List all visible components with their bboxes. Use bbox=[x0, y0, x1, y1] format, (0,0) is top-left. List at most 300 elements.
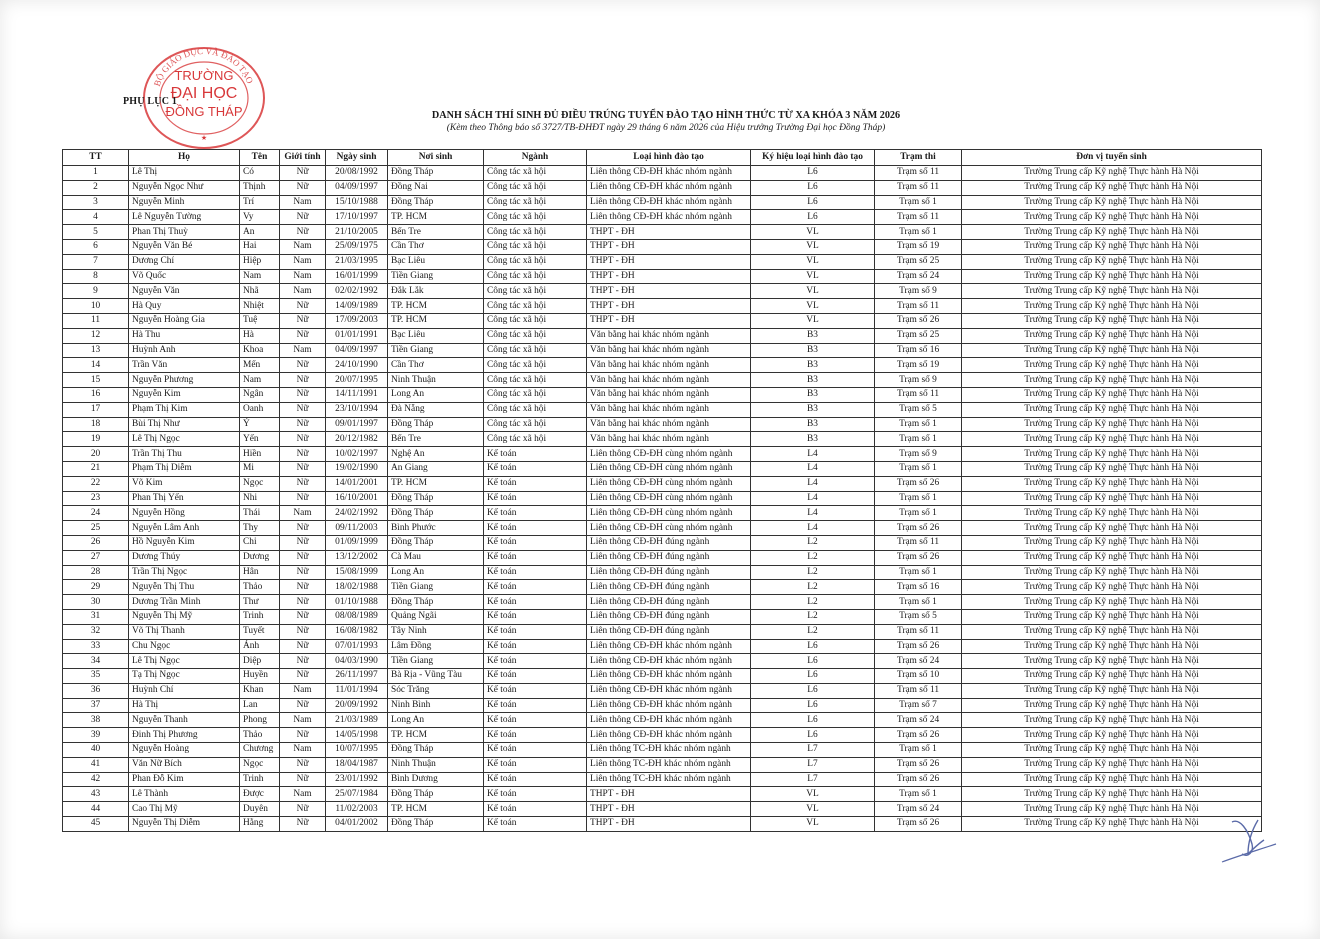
cell-loai-hinh: THPT - ĐH bbox=[587, 284, 751, 299]
cell-ky-hieu: L6 bbox=[751, 654, 875, 669]
cell-ngay-sinh: 10/02/1997 bbox=[326, 447, 388, 462]
cell-gioi-tinh: Nữ bbox=[280, 210, 326, 225]
cell-gioi-tinh: Nữ bbox=[280, 639, 326, 654]
cell-loai-hinh: Liên thông CĐ-ĐH đúng ngành bbox=[587, 580, 751, 595]
cell-gioi-tinh: Nữ bbox=[280, 225, 326, 240]
cell-ky-hieu: L4 bbox=[751, 447, 875, 462]
cell-don-vi: Trường Trung cấp Kỹ nghệ Thực hành Hà Nội bbox=[962, 787, 1262, 802]
table-row bbox=[63, 447, 1262, 462]
cell-gioi-tinh: Nam bbox=[280, 254, 326, 269]
cell-nganh: Công tác xã hội bbox=[484, 373, 587, 388]
stamp-ring-text: BỘ GIÁO DỤC VÀ ĐÀO TẠO bbox=[151, 45, 256, 88]
cell-ky-hieu: L6 bbox=[751, 166, 875, 181]
cell-ngay-sinh: 07/01/1993 bbox=[326, 639, 388, 654]
cell-don-vi: Trường Trung cấp Kỹ nghệ Thực hành Hà Nội bbox=[962, 772, 1262, 787]
cell-gioi-tinh: Nữ bbox=[280, 328, 326, 343]
cell-gioi-tinh: Nam bbox=[280, 269, 326, 284]
cell-noi-sinh: TP. HCM bbox=[388, 476, 484, 491]
cell-ky-hieu: B3 bbox=[751, 417, 875, 432]
cell-don-vi: Trường Trung cấp Kỹ nghệ Thực hành Hà Nội bbox=[962, 284, 1262, 299]
cell-gioi-tinh: Nữ bbox=[280, 476, 326, 491]
cell-don-vi: Trường Trung cấp Kỹ nghệ Thực hành Hà Nội bbox=[962, 210, 1262, 225]
cell-gioi-tinh: Nữ bbox=[280, 313, 326, 328]
cell-ngay-sinh: 04/09/1997 bbox=[326, 180, 388, 195]
cell-tram-thi: Trạm số 9 bbox=[875, 373, 962, 388]
cell-ngay-sinh: 17/09/2003 bbox=[326, 313, 388, 328]
table-row bbox=[63, 491, 1262, 506]
table-row bbox=[63, 269, 1262, 284]
cell-noi-sinh: An Giang bbox=[388, 461, 484, 476]
cell-noi-sinh: TP. HCM bbox=[388, 299, 484, 314]
cell-gioi-tinh: Nữ bbox=[280, 180, 326, 195]
cell-ky-hieu: VL bbox=[751, 299, 875, 314]
cell-tram-thi: Trạm số 7 bbox=[875, 698, 962, 713]
table-row bbox=[63, 461, 1262, 476]
cell-don-vi: Trường Trung cấp Kỹ nghệ Thực hành Hà Nội bbox=[962, 358, 1262, 373]
table-row bbox=[63, 698, 1262, 713]
col-header-ho: Họ bbox=[129, 150, 240, 166]
cell-ky-hieu: L2 bbox=[751, 609, 875, 624]
cell-gioi-tinh: Nữ bbox=[280, 535, 326, 550]
cell-ho: Trần Văn bbox=[129, 358, 240, 373]
cell-tram-thi: Trạm số 26 bbox=[875, 639, 962, 654]
cell-ngay-sinh: 01/10/1988 bbox=[326, 595, 388, 610]
cell-ho: Lê Thị bbox=[129, 166, 240, 181]
cell-gioi-tinh: Nam bbox=[280, 787, 326, 802]
cell-ten: Dương bbox=[240, 550, 280, 565]
cell-gioi-tinh: Nam bbox=[280, 506, 326, 521]
cell-tt: 15 bbox=[63, 373, 129, 388]
cell-ho: Văn Nữ Bích bbox=[129, 757, 240, 772]
cell-loai-hinh: Liên thông CĐ-ĐH cùng nhóm ngành bbox=[587, 506, 751, 521]
cell-nganh: Kế toán bbox=[484, 535, 587, 550]
cell-ngay-sinh: 14/05/1998 bbox=[326, 728, 388, 743]
cell-tt: 7 bbox=[63, 254, 129, 269]
cell-nganh: Công tác xã hội bbox=[484, 417, 587, 432]
cell-noi-sinh: Nghệ An bbox=[388, 447, 484, 462]
table-row bbox=[63, 313, 1262, 328]
cell-noi-sinh: Đà Nẵng bbox=[388, 402, 484, 417]
table-row bbox=[63, 624, 1262, 639]
table-row bbox=[63, 580, 1262, 595]
cell-nganh: Công tác xã hội bbox=[484, 225, 587, 240]
cell-ten: Oanh bbox=[240, 402, 280, 417]
cell-nganh: Công tác xã hội bbox=[484, 432, 587, 447]
cell-gioi-tinh: Nữ bbox=[280, 461, 326, 476]
cell-ten: Khoa bbox=[240, 343, 280, 358]
cell-nganh: Kế toán bbox=[484, 595, 587, 610]
col-header-don-vi: Đơn vị tuyển sinh bbox=[962, 150, 1262, 166]
cell-loai-hinh: Liên thông CĐ-ĐH cùng nhóm ngành bbox=[587, 491, 751, 506]
cell-ho: Nguyễn Thị Mỹ bbox=[129, 609, 240, 624]
cell-don-vi: Trường Trung cấp Kỹ nghệ Thực hành Hà Nội bbox=[962, 491, 1262, 506]
cell-noi-sinh: Đồng Nai bbox=[388, 180, 484, 195]
cell-ten: Huyền bbox=[240, 669, 280, 684]
cell-gioi-tinh: Nữ bbox=[280, 802, 326, 817]
cell-ky-hieu: B3 bbox=[751, 387, 875, 402]
cell-nganh: Kế toán bbox=[484, 683, 587, 698]
cell-ho: Lê Thị Ngọc bbox=[129, 654, 240, 669]
cell-noi-sinh: Đồng Tháp bbox=[388, 166, 484, 181]
cell-tram-thi: Trạm số 25 bbox=[875, 254, 962, 269]
cell-noi-sinh: Đồng Tháp bbox=[388, 195, 484, 210]
cell-noi-sinh: Bình Phước bbox=[388, 521, 484, 536]
cell-tram-thi: Trạm số 1 bbox=[875, 565, 962, 580]
cell-ho: Lê Thành bbox=[129, 787, 240, 802]
cell-gioi-tinh: Nam bbox=[280, 343, 326, 358]
table-row bbox=[63, 728, 1262, 743]
cell-nganh: Công tác xã hội bbox=[484, 343, 587, 358]
cell-noi-sinh: Quảng Ngãi bbox=[388, 609, 484, 624]
cell-tram-thi: Trạm số 1 bbox=[875, 195, 962, 210]
cell-ten: Mến bbox=[240, 358, 280, 373]
cell-ky-hieu: L2 bbox=[751, 565, 875, 580]
cell-loai-hinh: Liên thông CĐ-ĐH đúng ngành bbox=[587, 595, 751, 610]
cell-ho: Nguyễn Lâm Anh bbox=[129, 521, 240, 536]
cell-tram-thi: Trạm số 1 bbox=[875, 595, 962, 610]
cell-ky-hieu: L4 bbox=[751, 491, 875, 506]
cell-nganh: Kế toán bbox=[484, 461, 587, 476]
cell-ho: Nguyễn Phương bbox=[129, 373, 240, 388]
cell-ngay-sinh: 24/02/1992 bbox=[326, 506, 388, 521]
cell-ky-hieu: L4 bbox=[751, 461, 875, 476]
cell-ho: Nguyễn Hoàng bbox=[129, 743, 240, 758]
cell-ky-hieu: L2 bbox=[751, 550, 875, 565]
cell-nganh: Kế toán bbox=[484, 654, 587, 669]
cell-loai-hinh: THPT - ĐH bbox=[587, 313, 751, 328]
cell-gioi-tinh: Nữ bbox=[280, 609, 326, 624]
cell-tt: 31 bbox=[63, 609, 129, 624]
cell-tt: 5 bbox=[63, 225, 129, 240]
cell-tt: 38 bbox=[63, 713, 129, 728]
cell-ky-hieu: L7 bbox=[751, 772, 875, 787]
cell-noi-sinh: Cần Thơ bbox=[388, 239, 484, 254]
cell-loai-hinh: THPT - ĐH bbox=[587, 802, 751, 817]
cell-tram-thi: Trạm số 1 bbox=[875, 743, 962, 758]
cell-gioi-tinh: Nữ bbox=[280, 728, 326, 743]
cell-tram-thi: Trạm số 19 bbox=[875, 358, 962, 373]
cell-ky-hieu: L6 bbox=[751, 195, 875, 210]
cell-ten: Trinh bbox=[240, 772, 280, 787]
cell-tt: 45 bbox=[63, 817, 129, 832]
cell-don-vi: Trường Trung cấp Kỹ nghệ Thực hành Hà Nội bbox=[962, 254, 1262, 269]
col-header-noi-sinh: Nơi sinh bbox=[388, 150, 484, 166]
cell-tram-thi: Trạm số 5 bbox=[875, 609, 962, 624]
cell-ngay-sinh: 09/11/2003 bbox=[326, 521, 388, 536]
table-row bbox=[63, 373, 1262, 388]
cell-nganh: Kế toán bbox=[484, 639, 587, 654]
cell-nganh: Kế toán bbox=[484, 550, 587, 565]
cell-ky-hieu: L6 bbox=[751, 180, 875, 195]
cell-tt: 29 bbox=[63, 580, 129, 595]
cell-loai-hinh: Liên thông CĐ-ĐH khác nhóm ngành bbox=[587, 713, 751, 728]
cell-loai-hinh: Văn bằng hai khác nhóm ngành bbox=[587, 343, 751, 358]
table-row bbox=[63, 609, 1262, 624]
cell-ngay-sinh: 10/07/1995 bbox=[326, 743, 388, 758]
cell-loai-hinh: Văn bằng hai khác nhóm ngành bbox=[587, 387, 751, 402]
cell-noi-sinh: Đồng Tháp bbox=[388, 787, 484, 802]
table-row bbox=[63, 535, 1262, 550]
cell-tram-thi: Trạm số 26 bbox=[875, 550, 962, 565]
cell-tram-thi: Trạm số 16 bbox=[875, 580, 962, 595]
cell-noi-sinh: Tây Ninh bbox=[388, 624, 484, 639]
cell-ho: Võ Quốc bbox=[129, 269, 240, 284]
cell-ho: Nguyễn Thanh bbox=[129, 713, 240, 728]
cell-gioi-tinh: Nữ bbox=[280, 447, 326, 462]
cell-loai-hinh: Liên thông CĐ-ĐH đúng ngành bbox=[587, 550, 751, 565]
cell-ten: Được bbox=[240, 787, 280, 802]
cell-nganh: Công tác xã hội bbox=[484, 358, 587, 373]
cell-tt: 22 bbox=[63, 476, 129, 491]
cell-noi-sinh: Đồng Tháp bbox=[388, 535, 484, 550]
cell-gioi-tinh: Nữ bbox=[280, 698, 326, 713]
cell-ten: Mi bbox=[240, 461, 280, 476]
table-row bbox=[63, 476, 1262, 491]
cell-tt: 41 bbox=[63, 757, 129, 772]
cell-ky-hieu: VL bbox=[751, 802, 875, 817]
cell-nganh: Công tác xã hội bbox=[484, 195, 587, 210]
cell-ho: Trần Thị Ngọc bbox=[129, 565, 240, 580]
cell-loai-hinh: Liên thông CĐ-ĐH đúng ngành bbox=[587, 624, 751, 639]
cell-don-vi: Trường Trung cấp Kỹ nghệ Thực hành Hà Nội bbox=[962, 225, 1262, 240]
cell-ten: Thảo bbox=[240, 580, 280, 595]
cell-nganh: Kế toán bbox=[484, 609, 587, 624]
cell-ngay-sinh: 02/02/1992 bbox=[326, 284, 388, 299]
cell-ngay-sinh: 11/02/2003 bbox=[326, 802, 388, 817]
cell-loai-hinh: Liên thông TC-ĐH khác nhóm ngành bbox=[587, 772, 751, 787]
cell-noi-sinh: Long An bbox=[388, 387, 484, 402]
table-row bbox=[63, 654, 1262, 669]
cell-nganh: Kế toán bbox=[484, 772, 587, 787]
document-title: DANH SÁCH THÍ SINH ĐỦ ĐIỀU TRÚNG TUYỂN ĐÀO TẠO HÌNH THỨC TỪ XA KHÓA 3 NĂM 2026 bbox=[431, 110, 901, 121]
cell-ky-hieu: L6 bbox=[751, 683, 875, 698]
cell-tt: 17 bbox=[63, 402, 129, 417]
cell-tram-thi: Trạm số 26 bbox=[875, 757, 962, 772]
cell-tt: 40 bbox=[63, 743, 129, 758]
cell-ten: Thy bbox=[240, 521, 280, 536]
cell-ngay-sinh: 16/10/2001 bbox=[326, 491, 388, 506]
cell-nganh: Kế toán bbox=[484, 580, 587, 595]
table-row bbox=[63, 284, 1262, 299]
cell-gioi-tinh: Nam bbox=[280, 284, 326, 299]
cell-tt: 8 bbox=[63, 269, 129, 284]
cell-don-vi: Trường Trung cấp Kỹ nghệ Thực hành Hà Nội bbox=[962, 669, 1262, 684]
table-row bbox=[63, 565, 1262, 580]
cell-ky-hieu: L6 bbox=[751, 698, 875, 713]
cell-gioi-tinh: Nữ bbox=[280, 565, 326, 580]
cell-ky-hieu: L4 bbox=[751, 521, 875, 536]
cell-gioi-tinh: Nữ bbox=[280, 491, 326, 506]
cell-ho: Phan Đỗ Kim bbox=[129, 772, 240, 787]
cell-loai-hinh: Liên thông TC-ĐH khác nhóm ngành bbox=[587, 757, 751, 772]
table-row bbox=[63, 432, 1262, 447]
cell-ho: Phạm Thị Kim bbox=[129, 402, 240, 417]
cell-ten: Thái bbox=[240, 506, 280, 521]
cell-gioi-tinh: Nữ bbox=[280, 299, 326, 314]
cell-nganh: Công tác xã hội bbox=[484, 387, 587, 402]
cell-ho: Cao Thị Mỹ bbox=[129, 802, 240, 817]
table-body bbox=[63, 166, 1262, 832]
cell-tt: 42 bbox=[63, 772, 129, 787]
cell-nganh: Công tác xã hội bbox=[484, 299, 587, 314]
table-row bbox=[63, 802, 1262, 817]
cell-ky-hieu: VL bbox=[751, 269, 875, 284]
cell-noi-sinh: Bình Dương bbox=[388, 772, 484, 787]
cell-ngay-sinh: 25/09/1975 bbox=[326, 239, 388, 254]
cell-don-vi: Trường Trung cấp Kỹ nghệ Thực hành Hà Nội bbox=[962, 476, 1262, 491]
cell-tt: 30 bbox=[63, 595, 129, 610]
cell-noi-sinh: TP. HCM bbox=[388, 210, 484, 225]
table-row bbox=[63, 683, 1262, 698]
cell-tram-thi: Trạm số 26 bbox=[875, 313, 962, 328]
cell-ho: Võ Thị Thanh bbox=[129, 624, 240, 639]
cell-ky-hieu: VL bbox=[751, 313, 875, 328]
cell-don-vi: Trường Trung cấp Kỹ nghệ Thực hành Hà Nội bbox=[962, 506, 1262, 521]
cell-don-vi: Trường Trung cấp Kỹ nghệ Thực hành Hà Nội bbox=[962, 817, 1262, 832]
cell-tram-thi: Trạm số 26 bbox=[875, 476, 962, 491]
cell-nganh: Công tác xã hội bbox=[484, 313, 587, 328]
cell-noi-sinh: Đồng Tháp bbox=[388, 595, 484, 610]
cell-ho: Hà Thị bbox=[129, 698, 240, 713]
cell-gioi-tinh: Nữ bbox=[280, 580, 326, 595]
cell-ky-hieu: L7 bbox=[751, 757, 875, 772]
cell-gioi-tinh: Nữ bbox=[280, 772, 326, 787]
cell-loai-hinh: Liên thông CĐ-ĐH khác nhóm ngành bbox=[587, 639, 751, 654]
cell-ten: Khan bbox=[240, 683, 280, 698]
cell-ky-hieu: L4 bbox=[751, 476, 875, 491]
cell-loai-hinh: Văn bằng hai khác nhóm ngành bbox=[587, 373, 751, 388]
col-header-ngay-sinh: Ngày sinh bbox=[326, 150, 388, 166]
table-row bbox=[63, 757, 1262, 772]
cell-ho: Huỳnh Anh bbox=[129, 343, 240, 358]
cell-nganh: Kế toán bbox=[484, 743, 587, 758]
cell-nganh: Kế toán bbox=[484, 817, 587, 832]
col-header-tt: TT bbox=[63, 150, 129, 166]
cell-ngay-sinh: 20/07/1995 bbox=[326, 373, 388, 388]
cell-ky-hieu: L2 bbox=[751, 595, 875, 610]
cell-tt: 19 bbox=[63, 432, 129, 447]
cell-don-vi: Trường Trung cấp Kỹ nghệ Thực hành Hà Nội bbox=[962, 269, 1262, 284]
cell-ten: Ngọc bbox=[240, 757, 280, 772]
cell-loai-hinh: THPT - ĐH bbox=[587, 817, 751, 832]
cell-ho: Nguyễn Văn bbox=[129, 284, 240, 299]
cell-loai-hinh: Liên thông CĐ-ĐH khác nhóm ngành bbox=[587, 210, 751, 225]
cell-loai-hinh: THPT - ĐH bbox=[587, 239, 751, 254]
cell-gioi-tinh: Nữ bbox=[280, 373, 326, 388]
table-row bbox=[63, 225, 1262, 240]
cell-noi-sinh: Tiền Giang bbox=[388, 654, 484, 669]
cell-nganh: Công tác xã hội bbox=[484, 328, 587, 343]
cell-ten: Yến bbox=[240, 432, 280, 447]
col-header-ky-hieu: Ký hiệu loại hình đào tạo bbox=[751, 150, 875, 166]
cell-loai-hinh: Liên thông CĐ-ĐH khác nhóm ngành bbox=[587, 728, 751, 743]
cell-ho: Nguyễn Minh bbox=[129, 195, 240, 210]
cell-don-vi: Trường Trung cấp Kỹ nghệ Thực hành Hà Nội bbox=[962, 166, 1262, 181]
cell-ten: Nhã bbox=[240, 284, 280, 299]
cell-tram-thi: Trạm số 11 bbox=[875, 683, 962, 698]
cell-loai-hinh: THPT - ĐH bbox=[587, 269, 751, 284]
table-row bbox=[63, 817, 1262, 832]
cell-loai-hinh: Liên thông CĐ-ĐH khác nhóm ngành bbox=[587, 669, 751, 684]
cell-ky-hieu: L2 bbox=[751, 624, 875, 639]
cell-ngay-sinh: 14/09/1989 bbox=[326, 299, 388, 314]
cell-nganh: Kế toán bbox=[484, 698, 587, 713]
cell-tram-thi: Trạm số 11 bbox=[875, 387, 962, 402]
cell-loai-hinh: THPT - ĐH bbox=[587, 254, 751, 269]
cell-ten: Nam bbox=[240, 373, 280, 388]
cell-ten: Hai bbox=[240, 239, 280, 254]
cell-nganh: Công tác xã hội bbox=[484, 210, 587, 225]
cell-noi-sinh: Đồng Tháp bbox=[388, 417, 484, 432]
cell-nganh: Kế toán bbox=[484, 447, 587, 462]
cell-tt: 44 bbox=[63, 802, 129, 817]
cell-ngay-sinh: 13/12/2002 bbox=[326, 550, 388, 565]
cell-nganh: Kế toán bbox=[484, 565, 587, 580]
cell-tram-thi: Trạm số 1 bbox=[875, 417, 962, 432]
cell-don-vi: Trường Trung cấp Kỹ nghệ Thực hành Hà Nội bbox=[962, 343, 1262, 358]
cell-noi-sinh: Đồng Tháp bbox=[388, 743, 484, 758]
cell-gioi-tinh: Nữ bbox=[280, 358, 326, 373]
cell-ten: Nam bbox=[240, 269, 280, 284]
cell-ten: An bbox=[240, 225, 280, 240]
cell-don-vi: Trường Trung cấp Kỹ nghệ Thực hành Hà Nội bbox=[962, 417, 1262, 432]
cell-gioi-tinh: Nữ bbox=[280, 595, 326, 610]
cell-tt: 23 bbox=[63, 491, 129, 506]
cell-ky-hieu: B3 bbox=[751, 373, 875, 388]
cell-tram-thi: Trạm số 1 bbox=[875, 506, 962, 521]
cell-nganh: Kế toán bbox=[484, 476, 587, 491]
cell-nganh: Công tác xã hội bbox=[484, 166, 587, 181]
cell-gioi-tinh: Nữ bbox=[280, 624, 326, 639]
cell-ngay-sinh: 08/08/1989 bbox=[326, 609, 388, 624]
cell-loai-hinh: Liên thông CĐ-ĐH khác nhóm ngành bbox=[587, 654, 751, 669]
cell-ky-hieu: B3 bbox=[751, 328, 875, 343]
cell-tt: 33 bbox=[63, 639, 129, 654]
col-header-tram-thi: Trạm thi bbox=[875, 150, 962, 166]
cell-ten: Diệp bbox=[240, 654, 280, 669]
cell-loai-hinh: Liên thông CĐ-ĐH đúng ngành bbox=[587, 535, 751, 550]
cell-ky-hieu: VL bbox=[751, 254, 875, 269]
cell-don-vi: Trường Trung cấp Kỹ nghệ Thực hành Hà Nội bbox=[962, 654, 1262, 669]
cell-nganh: Công tác xã hội bbox=[484, 402, 587, 417]
cell-tt: 39 bbox=[63, 728, 129, 743]
cell-don-vi: Trường Trung cấp Kỹ nghệ Thực hành Hà Nội bbox=[962, 580, 1262, 595]
cell-ten: Chi bbox=[240, 535, 280, 550]
cell-ho: Dương Thúy bbox=[129, 550, 240, 565]
cell-don-vi: Trường Trung cấp Kỹ nghệ Thực hành Hà Nội bbox=[962, 521, 1262, 536]
cell-ho: Phan Thị Thuỳ bbox=[129, 225, 240, 240]
table-row bbox=[63, 166, 1262, 181]
cell-loai-hinh: Liên thông CĐ-ĐH đúng ngành bbox=[587, 609, 751, 624]
cell-ten: Chương bbox=[240, 743, 280, 758]
cell-tram-thi: Trạm số 1 bbox=[875, 461, 962, 476]
cell-don-vi: Trường Trung cấp Kỹ nghệ Thực hành Hà Nội bbox=[962, 609, 1262, 624]
cell-noi-sinh: Bến Tre bbox=[388, 225, 484, 240]
cell-ngay-sinh: 11/01/1994 bbox=[326, 683, 388, 698]
cell-ten: Lan bbox=[240, 698, 280, 713]
cell-tt: 24 bbox=[63, 506, 129, 521]
table-row bbox=[63, 521, 1262, 536]
cell-noi-sinh: Đồng Tháp bbox=[388, 817, 484, 832]
cell-don-vi: Trường Trung cấp Kỹ nghệ Thực hành Hà Nội bbox=[962, 373, 1262, 388]
cell-nganh: Công tác xã hội bbox=[484, 239, 587, 254]
cell-ky-hieu: VL bbox=[751, 284, 875, 299]
cell-ho: Dương Chí bbox=[129, 254, 240, 269]
cell-tram-thi: Trạm số 24 bbox=[875, 713, 962, 728]
cell-don-vi: Trường Trung cấp Kỹ nghệ Thực hành Hà Nội bbox=[962, 550, 1262, 565]
cell-ngay-sinh: 23/10/1994 bbox=[326, 402, 388, 417]
cell-ten: Tuyết bbox=[240, 624, 280, 639]
